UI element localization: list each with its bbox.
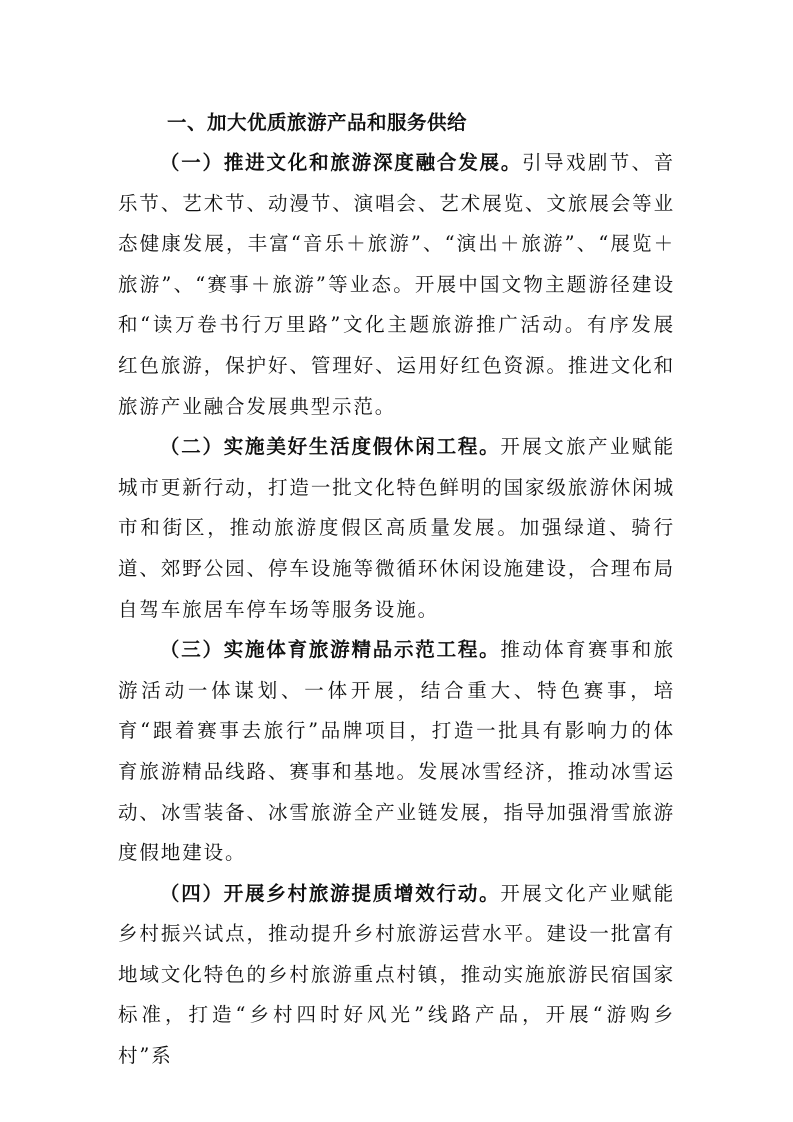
paragraph-1 xyxy=(118,143,675,427)
paragraph-2-heading: （二）实施美好生活度假休闲工程。 xyxy=(159,435,501,459)
paragraph-2 xyxy=(118,427,675,630)
paragraph-4 xyxy=(118,874,675,1077)
document-body xyxy=(118,103,675,1077)
paragraph-3-heading: （三）实施体育旅游精品示范工程。 xyxy=(159,638,501,662)
paragraph-3 xyxy=(118,630,675,874)
paragraph-4-text: 开展文化产业赋能乡村振兴试点，推动提升乡村旅游运营水平。建设一批富有地域文化特色的乡村旅游重点村镇，推动实施旅游民宿国家标准，打造“乡村四时好风光”线路产品，开展“游购乡村”系 xyxy=(118,881,675,1068)
paragraph-2-text: 开展文旅产业赋能城市更新行动，打造一批文化特色鲜明的国家级旅游休闲城市和街区，推动旅游度假区高质量发展。加强绿道、骑行道、郊野公园、停车设施等微循环休闲设施建设，合理布局自驾车旅居车停车场等服务设施。 xyxy=(118,435,675,621)
paragraph-4-heading: （四）开展乡村旅游提质增效行动。 xyxy=(159,881,501,905)
paragraph-1-text: 引导戏剧节、音乐节、艺术节、动漫节、演唱会、艺术展览、文旅展会等业态健康发展，丰富“音乐＋旅游”、“演出＋旅游”、“展览＋旅游”、“赛事＋旅游”等业态。开展中国文物主题游径建设和“读万卷书行万里路”文化主题旅游推广活动。有序发展红色旅游，保护好、管理好、运用好红色资源。推进文化和旅游产业融合发展典型示范。 xyxy=(118,151,675,418)
paragraph-3-text: 推动体育赛事和旅游活动一体谋划、一体开展，结合重大、特色赛事，培育“跟着赛事去旅行”品牌项目，打造一批具有影响力的体育旅游精品线路、赛事和基地。发展冰雪经济，推动冰雪运动、冰雪装备、冰雪旅游全产业链发展，指导加强滑雪旅游度假地建设。 xyxy=(118,638,675,865)
section-heading: 一、加大优质旅游产品和服务供给 xyxy=(167,111,468,134)
paragraph-1-heading: （一）推进文化和旅游深度融合发展。 xyxy=(159,151,523,174)
